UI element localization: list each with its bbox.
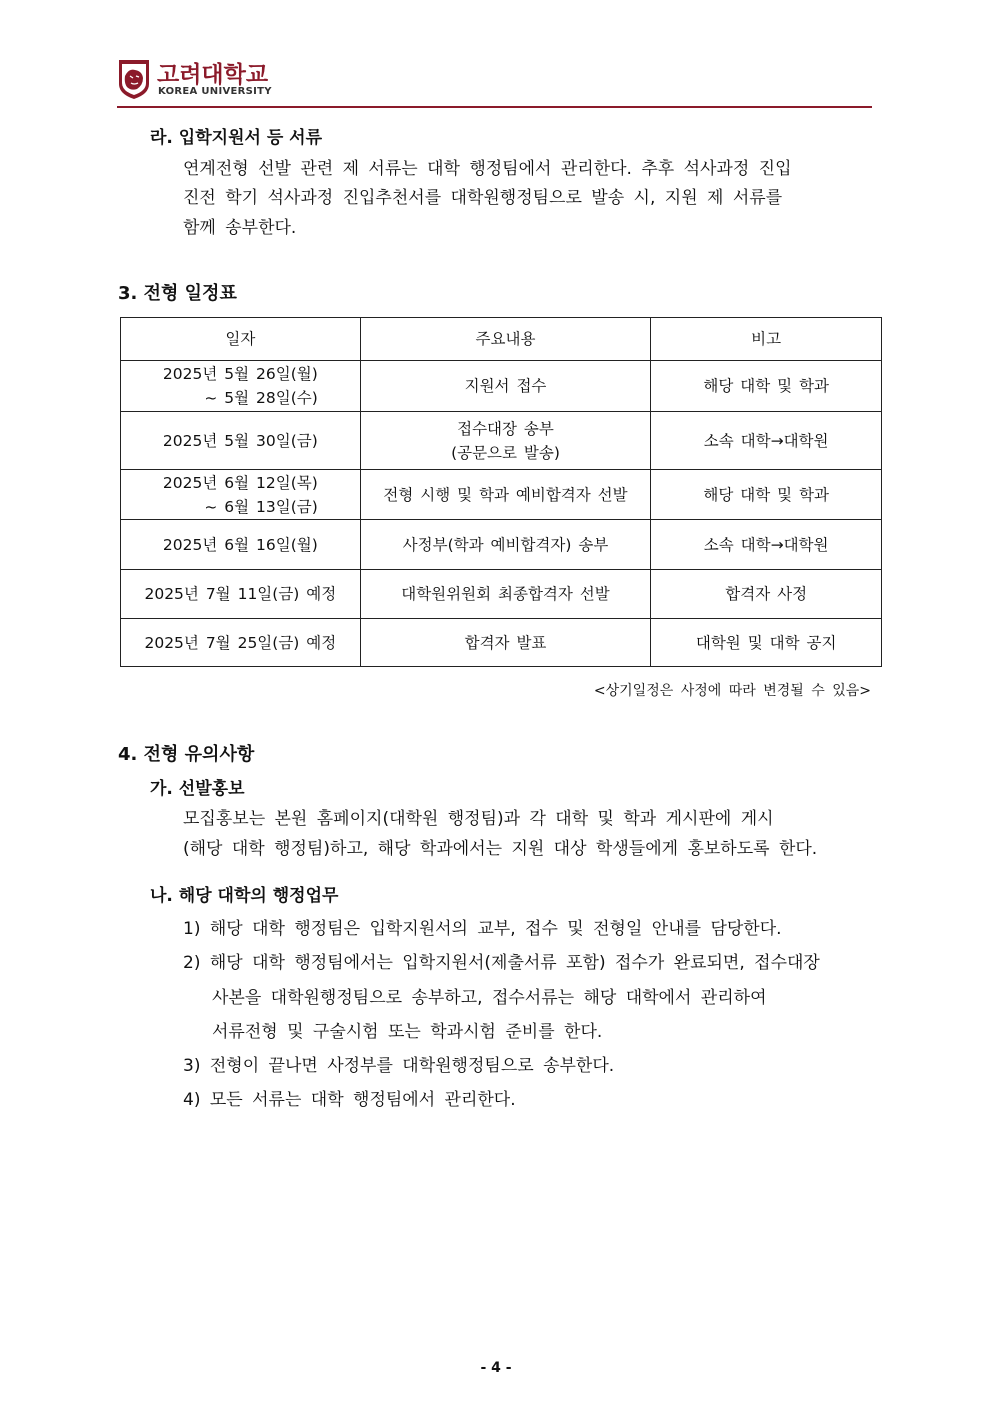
date-cell	[121, 470, 361, 520]
date-end: ~ 5월 28일(수)	[204, 389, 318, 407]
note-cell: 대학원 및 대학 공지	[651, 619, 882, 667]
page-number: - 4 -	[480, 1360, 512, 1376]
list-item-continuation: 사본을 대학원행정팀으로 송부하고, 접수서류는 해당 대학에서 관리하여	[212, 988, 767, 1008]
section-ra-line-3: 함께 송부한다.	[183, 218, 297, 238]
section-ra-line-2: 진전 학기 석사과정 진입추천서를 대학원행정팀으로 발송 시, 지원 제 서류를	[183, 188, 783, 208]
table-row	[121, 412, 882, 470]
list-item: 2) 해당 대학 행정팀에서는 입학지원서(제출서류 포함) 접수가 완료되면, 접수대장	[183, 953, 820, 973]
list-item-continuation: 서류전형 및 구술시험 또는 학과시험 준비를 한다.	[212, 1022, 603, 1042]
header-date: 일자	[121, 318, 361, 361]
date-start: 2025년 5월 26일(월)	[162, 365, 318, 383]
note-cell: 해당 대학 및 학과	[651, 470, 882, 520]
content-cell: 대학원위원회 최종합격자 선발	[360, 570, 651, 619]
header-divider	[117, 106, 872, 108]
note-cell: 소속 대학→대학원	[651, 520, 882, 570]
date-cell: 2025년 6월 16일(월)	[121, 520, 361, 570]
section-4-title: 4. 전형 유의사항	[118, 744, 255, 765]
note-cell: 합격자 사정	[651, 570, 882, 619]
list-item: 1) 해당 대학 행정팀은 입학지원서의 교부, 접수 및 전형일 안내를 담당한다.	[183, 919, 782, 939]
date-end: ~ 6월 13일(금)	[204, 497, 318, 516]
date-cell: 2025년 7월 25일(금) 예정	[121, 619, 361, 667]
content-line-2: (공문으로 발송)	[451, 443, 560, 462]
content-cell: 전형 시행 및 학과 예비합격자 선발	[360, 470, 651, 520]
section-4-na-title: 나. 해당 대학의 행정업무	[150, 886, 339, 906]
date-cell: 2025년 5월 30일(금)	[121, 412, 361, 470]
content-cell	[360, 412, 651, 470]
table-row	[121, 570, 882, 619]
section-4-ga-line-2: (해당 대학 행정팀)하고, 해당 학과에서는 지원 대상 학생들에게 홍보하도록 한다.	[183, 839, 818, 859]
table-header-row	[121, 318, 882, 361]
list-item: 3) 전형이 끝나면 사정부를 대학원행정팀으로 송부한다.	[183, 1056, 615, 1076]
header-content: 주요내용	[360, 318, 651, 361]
section-4-ga-title: 가. 선발홍보	[150, 779, 245, 799]
section-ra-line-1: 연계전형 선발 관련 제 서류는 대학 행정팀에서 관리한다. 추후 석사과정 진입	[183, 159, 792, 179]
note-cell: 소속 대학→대학원	[651, 412, 882, 470]
content-line-1: 접수대장 송부	[457, 419, 554, 438]
logo-english-name: KOREA UNIVERSITY	[158, 86, 272, 97]
table-row	[121, 619, 882, 667]
schedule-footnote: <상기일정은 사정에 따라 변경될 수 있음>	[593, 683, 871, 699]
content-cell: 사정부(학과 예비합격자) 송부	[360, 520, 651, 570]
logo-korean-name: 고려대학교	[157, 62, 269, 88]
list-item: 4) 모든 서류는 대학 행정팀에서 관리한다.	[183, 1090, 516, 1110]
date-start: 2025년 6월 12일(목)	[162, 473, 318, 492]
content-cell: 지원서 접수	[360, 361, 651, 412]
content-cell: 합격자 발표	[360, 619, 651, 667]
section-ra-title: 라. 입학지원서 등 서류	[150, 128, 323, 148]
section-4-ga-line-1: 모집홍보는 본원 홈페이지(대학원 행정팀)과 각 대학 및 학과 게시판에 게시	[183, 809, 774, 829]
date-cell: 2025년 7월 11일(금) 예정	[121, 570, 361, 619]
header-note: 비고	[651, 318, 882, 361]
section-3-title: 3. 전형 일정표	[118, 283, 237, 304]
schedule-table	[120, 317, 882, 667]
table-row	[121, 361, 882, 412]
tiger-crest-icon	[117, 58, 151, 100]
table-row	[121, 520, 882, 570]
note-cell: 해당 대학 및 학과	[651, 361, 882, 412]
table-row	[121, 470, 882, 520]
date-cell	[121, 361, 361, 412]
